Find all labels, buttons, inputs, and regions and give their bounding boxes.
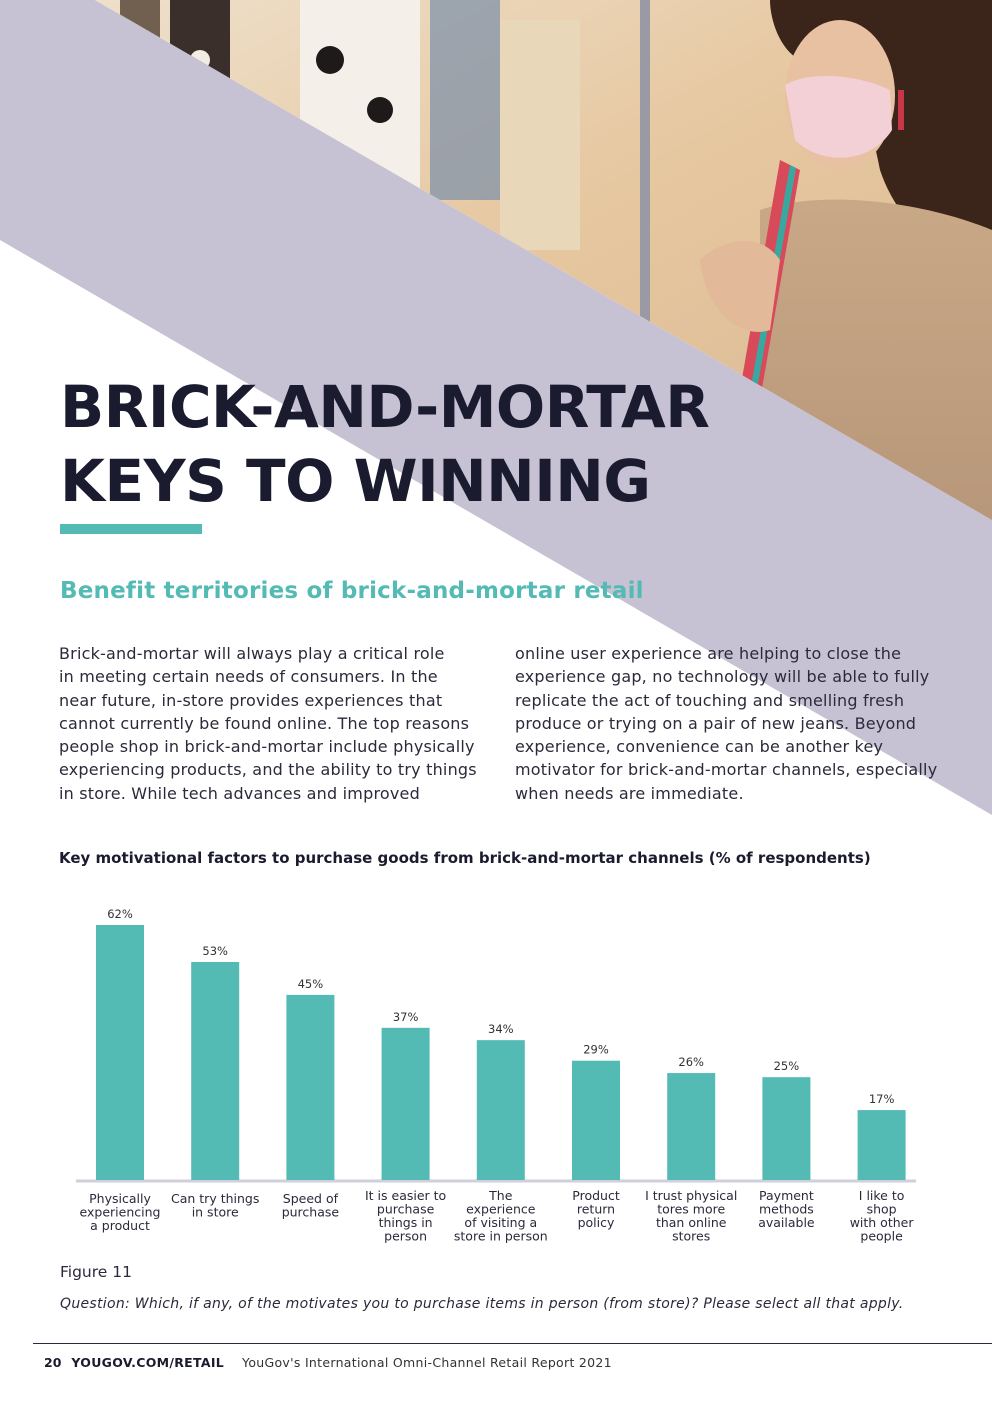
chart-title: Key motivational factors to purchase goods from brick-and-mortar channels (% of respondents) — [59, 849, 871, 867]
category-label: people — [860, 1228, 903, 1244]
bar-value-label: 34% — [488, 1022, 514, 1037]
body-line: cannot currently be found online. The top reasons — [59, 713, 470, 733]
chart-bar — [96, 925, 144, 1180]
category-label: It is easier to — [364, 1188, 447, 1203]
body-text-right — [515, 642, 947, 805]
chart-bar — [667, 1073, 715, 1180]
category-label: store in person — [453, 1228, 548, 1244]
page-title — [60, 370, 780, 518]
category-label: I trust physical — [645, 1188, 738, 1203]
body-line: motivator for brick-and-mortar channels, especially — [515, 760, 938, 780]
page-number: 20 — [44, 1355, 62, 1370]
bar-value-label: 53% — [202, 944, 228, 959]
footer-divider — [33, 1343, 992, 1344]
title-line-2: KEYS TO WINNING — [60, 447, 651, 515]
bar-value-label: 62% — [107, 907, 133, 921]
body-line: replicate the act of touching and smelling fresh — [515, 690, 905, 710]
category-label: things in — [378, 1215, 433, 1230]
body-line: experiencing products, and the ability to try things — [59, 760, 477, 780]
category-label: in store — [191, 1204, 239, 1220]
category-label: methods — [759, 1201, 814, 1217]
body-line: experience, convenience can be another key — [515, 737, 884, 757]
category-label: return — [576, 1201, 616, 1217]
category-label: Speed of — [282, 1191, 339, 1206]
bar-value-label: 17% — [868, 1092, 895, 1107]
category-label: Can try things — [171, 1191, 260, 1206]
category-label: person — [384, 1228, 428, 1244]
title-line-1: BRICK-AND-MORTAR — [60, 373, 710, 441]
figure-label: Figure 11 — [60, 1263, 132, 1281]
body-line: near future, in-store provides experiences that — [59, 690, 443, 710]
category-label: experience — [466, 1201, 536, 1217]
category-label: a product — [90, 1218, 150, 1233]
page-footer — [44, 1355, 612, 1370]
chart-bar — [858, 1110, 906, 1180]
body-line: online user experience are helping to close the — [515, 644, 902, 663]
category-label: Product — [572, 1188, 620, 1203]
bar-value-label: 37% — [392, 1009, 419, 1024]
chart-bar — [572, 1061, 620, 1180]
site-link[interactable]: YOUGOV.COM/RETAIL — [71, 1355, 225, 1370]
category-label: stores — [672, 1228, 711, 1244]
category-label: tores more — [657, 1201, 726, 1217]
bar-chart — [0, 880, 992, 1260]
category-label: purchase — [281, 1204, 340, 1220]
survey-question: Question: Which, if any, of the motivates you to purchase items in person (from store)? Please select all that apply. — [60, 1296, 904, 1312]
chart-bar — [762, 1077, 810, 1180]
chart-bar — [382, 1028, 430, 1180]
section-subtitle: Benefit territories of brick-and-mortar retail — [60, 578, 644, 604]
chart-bar — [286, 995, 334, 1180]
bar-value-label: 29% — [583, 1042, 609, 1057]
bar-chart-svg — [0, 880, 992, 1260]
report-title: YouGov's International Omni-Channel Retail Report 2021 — [242, 1355, 612, 1370]
bar-value-label: 25% — [773, 1059, 800, 1074]
bar-value-label: 45% — [297, 976, 324, 991]
category-label: I like to — [858, 1188, 905, 1203]
category-label: Payment — [759, 1188, 814, 1203]
category-label: available — [758, 1215, 815, 1230]
category-label: shop — [866, 1201, 897, 1217]
category-label: policy — [577, 1215, 615, 1230]
category-label: The — [489, 1188, 513, 1203]
body-line: in store. While tech advances and improved — [59, 783, 420, 803]
body-line: people shop in brick-and-mortar include physically — [59, 737, 475, 757]
body-line: experience gap, no technology will be able to fully — [515, 667, 930, 687]
body-text-left — [59, 642, 491, 805]
category-label: of visiting a — [464, 1215, 538, 1230]
category-label: with other — [849, 1215, 914, 1230]
category-label: purchase — [376, 1201, 435, 1217]
chart-bar — [477, 1040, 525, 1180]
body-line: Brick-and-mortar will always play a critical role — [59, 644, 445, 663]
accent-bar — [60, 524, 202, 534]
category-label: Physically — [89, 1191, 151, 1206]
body-line: in meeting certain needs of consumers. In the — [59, 667, 438, 687]
category-label: experiencing — [79, 1204, 161, 1220]
body-line: produce or trying on a pair of new jeans. Beyond — [515, 713, 917, 733]
category-label: than online — [655, 1215, 727, 1230]
bar-value-label: 26% — [678, 1055, 704, 1070]
chart-bar — [191, 962, 239, 1180]
body-line: when needs are immediate. — [515, 783, 744, 803]
